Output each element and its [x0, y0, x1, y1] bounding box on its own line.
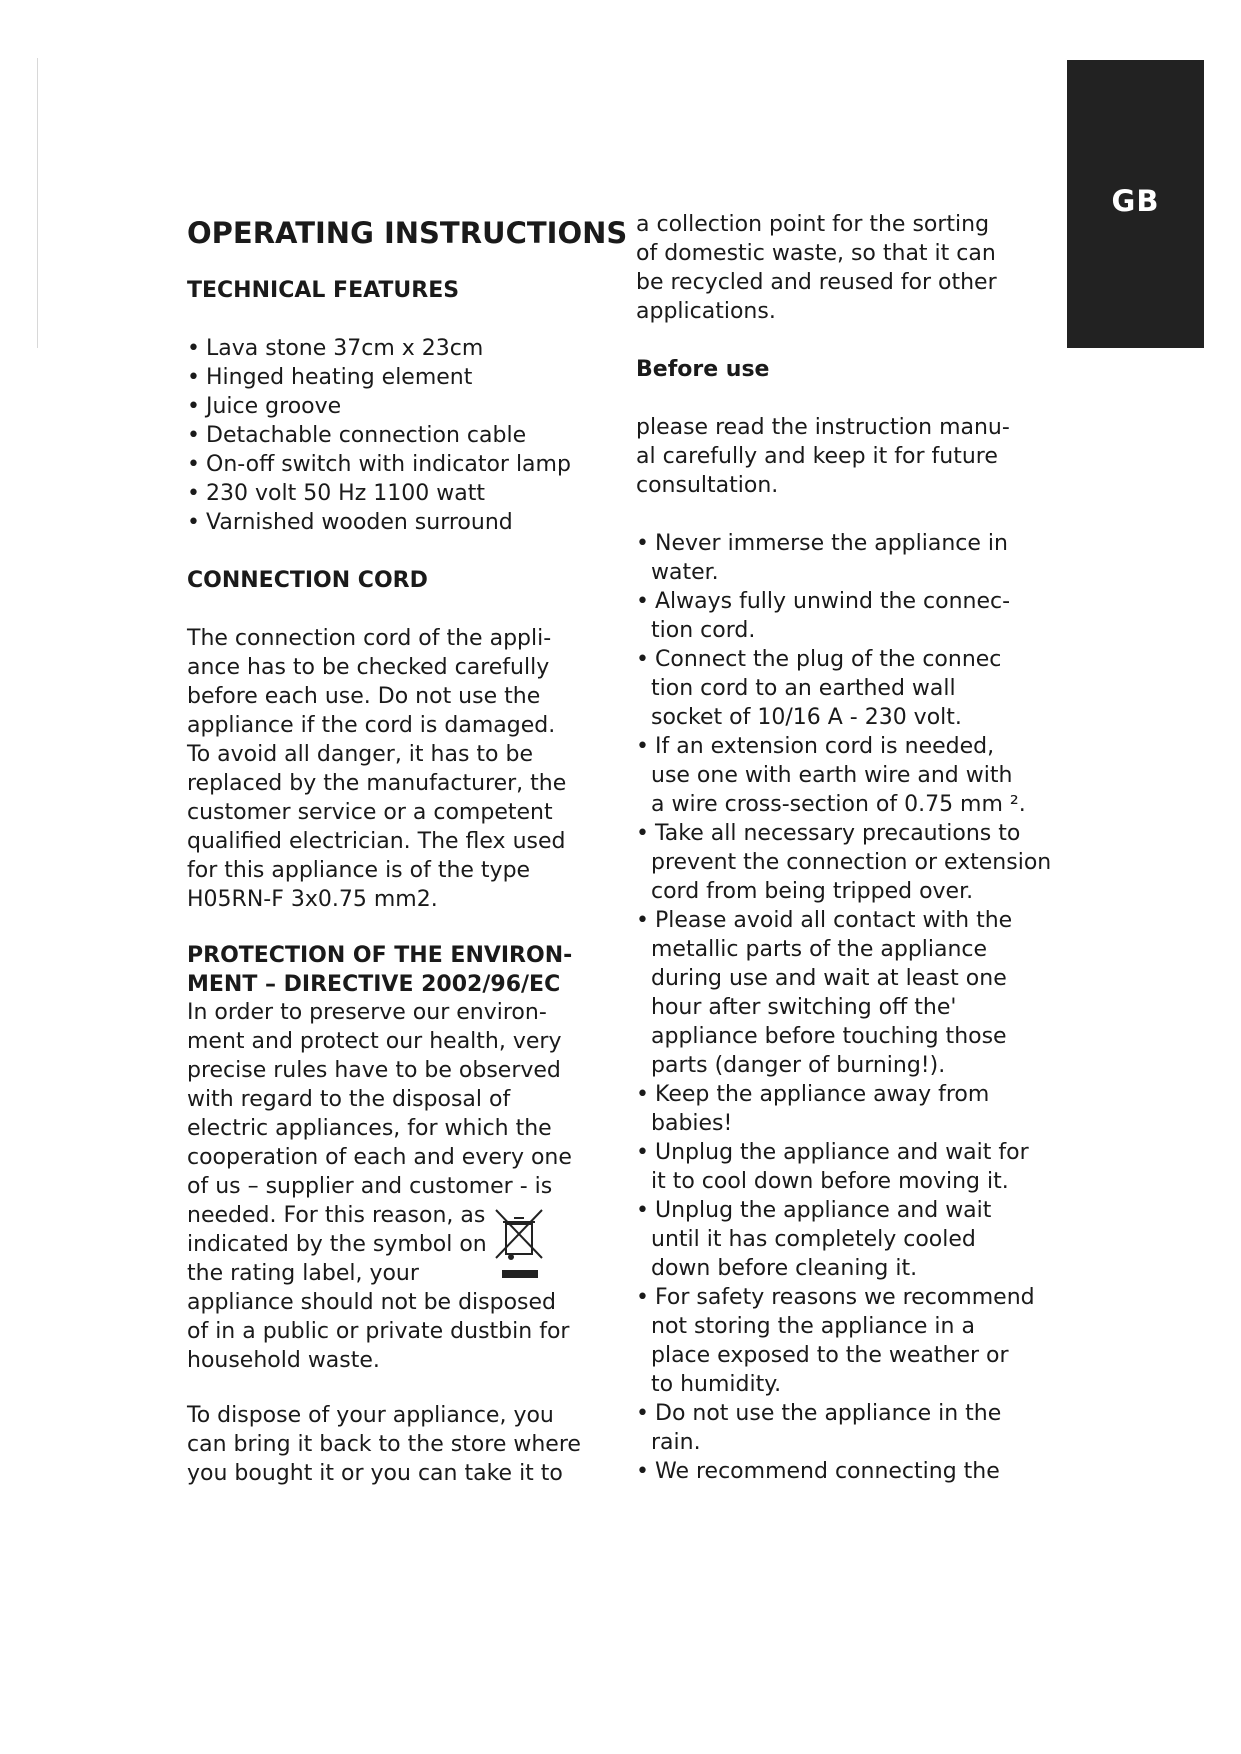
list-item: • Keep the appliance away from	[636, 1080, 1051, 1109]
crossed-out-wheelie-bin-icon	[494, 1208, 544, 1286]
technical-features-list	[187, 334, 571, 537]
list-item-continuation: it to cool down before moving it.	[651, 1169, 1009, 1194]
list-item-continuation: prevent the connection or extension	[651, 850, 1052, 875]
list-item-continuation: not storing the appliance in a	[651, 1314, 975, 1339]
text-line: the rating label, your	[187, 1261, 419, 1286]
list-item: • Juice groove	[187, 392, 571, 421]
list-item: • Varnished wooden surround	[187, 508, 571, 537]
text-line: To dispose of your appliance, you	[187, 1403, 554, 1428]
text-line: for this appliance is of the type	[187, 858, 531, 883]
list-item: • If an extension cord is needed,	[636, 732, 1051, 761]
list-item-continuation: place exposed to the weather or	[651, 1343, 1009, 1368]
text-line: of us – supplier and customer - is	[187, 1174, 553, 1199]
text-line: of in a public or private dustbin for	[187, 1319, 570, 1344]
environment-text	[187, 998, 572, 1375]
list-item: • Take all necessary precautions to	[636, 819, 1051, 848]
list-item-continuation: down before cleaning it.	[651, 1256, 918, 1281]
list-item: • Never immerse the appliance in	[636, 529, 1051, 558]
list-item-continuation: cord from being tripped over.	[651, 879, 974, 904]
list-item-continuation: until it has completely cooled	[651, 1227, 976, 1252]
text-line: indicated by the symbol on	[187, 1232, 487, 1257]
text-line: qualified electrician. The flex used	[187, 829, 566, 854]
list-item-continuation: babies!	[651, 1111, 733, 1136]
text-line: ance has to be checked carefully	[187, 655, 550, 680]
list-item: • Detachable connection cable	[187, 421, 571, 450]
heading-line: PROTECTION OF THE ENVIRON-	[187, 943, 573, 968]
text-line: al carefully and keep it for future	[636, 444, 998, 469]
list-item: • For safety reasons we recommend	[636, 1283, 1051, 1312]
list-item: • We recommend connecting the	[636, 1457, 1051, 1486]
text-line: please read the instruction manu-	[636, 415, 1010, 440]
text-line: before each use. Do not use the	[187, 684, 541, 709]
text-line: customer service or a competent	[187, 800, 553, 825]
connection-cord-heading: CONNECTION CORD	[187, 568, 428, 593]
text-line: electric appliances, for which the	[187, 1116, 552, 1141]
text-line: appliance if the cord is damaged.	[187, 713, 556, 738]
safety-instructions-list	[636, 529, 1051, 1486]
language-code: GB	[1111, 184, 1160, 218]
text-line: can bring it back to the store where	[187, 1432, 581, 1457]
list-item-continuation: during use and wait at least one	[651, 966, 1007, 991]
text-line: applications.	[636, 299, 776, 324]
list-item-continuation: a wire cross-section of 0.75 mm ².	[651, 792, 1026, 817]
text-line: In order to preserve our environ-	[187, 1000, 547, 1025]
list-item: • 230 volt 50 Hz 1100 watt	[187, 479, 571, 508]
margin-rule	[37, 58, 38, 348]
text-line: of domestic waste, so that it can	[636, 241, 996, 266]
text-line: precise rules have to be observed	[187, 1058, 561, 1083]
list-item-continuation: use one with earth wire and with	[651, 763, 1013, 788]
text-line: be recycled and reused for other	[636, 270, 997, 295]
text-line: H05RN-F 3x0.75 mm2.	[187, 887, 438, 912]
connection-cord-text	[187, 624, 566, 914]
heading-line: MENT – DIRECTIVE 2002/96/EC	[187, 972, 561, 997]
text-line: The connection cord of the appli-	[187, 626, 552, 651]
environment-heading	[187, 941, 572, 999]
text-line: household waste.	[187, 1348, 380, 1373]
list-item-continuation: to humidity.	[651, 1372, 782, 1397]
text-line: cooperation of each and every one	[187, 1145, 572, 1170]
list-item-continuation: tion cord.	[651, 618, 756, 643]
list-item: • Unplug the appliance and wait	[636, 1196, 1051, 1225]
environment-text-continued	[636, 210, 997, 326]
list-item-continuation: metallic parts of the appliance	[651, 937, 988, 962]
page-title: OPERATING INSTRUCTIONS	[187, 216, 628, 250]
text-line: you bought it or you can take it to	[187, 1461, 563, 1486]
list-item: • Connect the plug of the connec	[636, 645, 1051, 674]
before-use-heading: Before use	[636, 357, 770, 382]
text-line: ment and protect our health, very	[187, 1029, 562, 1054]
list-item-continuation: socket of 10/16 A - 230 volt.	[651, 705, 962, 730]
list-item-continuation: hour after switching off the'	[651, 995, 957, 1020]
before-use-intro	[636, 413, 1010, 500]
list-item-continuation: water.	[651, 560, 719, 585]
list-item: • Hinged heating element	[187, 363, 571, 392]
list-item: • On-off switch with indicator lamp	[187, 450, 571, 479]
list-item: • Always fully unwind the connec-	[636, 587, 1051, 616]
text-line: appliance should not be disposed	[187, 1290, 557, 1315]
disposal-text	[187, 1401, 581, 1488]
list-item-continuation: rain.	[651, 1430, 701, 1455]
text-line: replaced by the manufacturer, the	[187, 771, 567, 796]
technical-features-heading: TECHNICAL FEATURES	[187, 278, 460, 303]
list-item-continuation: tion cord to an earthed wall	[651, 676, 956, 701]
list-item: • Unplug the appliance and wait for	[636, 1138, 1051, 1167]
list-item-continuation: parts (danger of burning!).	[651, 1053, 946, 1078]
list-item: • Do not use the appliance in the	[636, 1399, 1051, 1428]
list-item: • Please avoid all contact with the	[636, 906, 1051, 935]
text-line: needed. For this reason, as	[187, 1203, 486, 1228]
text-line: consultation.	[636, 473, 779, 498]
list-item: • Lava stone 37cm x 23cm	[187, 334, 571, 363]
language-tab	[1067, 60, 1204, 348]
text-line: To avoid all danger, it has to be	[187, 742, 533, 767]
text-line: with regard to the disposal of	[187, 1087, 511, 1112]
text-line: a collection point for the sorting	[636, 212, 990, 237]
list-item-continuation: appliance before touching those	[651, 1024, 1007, 1049]
